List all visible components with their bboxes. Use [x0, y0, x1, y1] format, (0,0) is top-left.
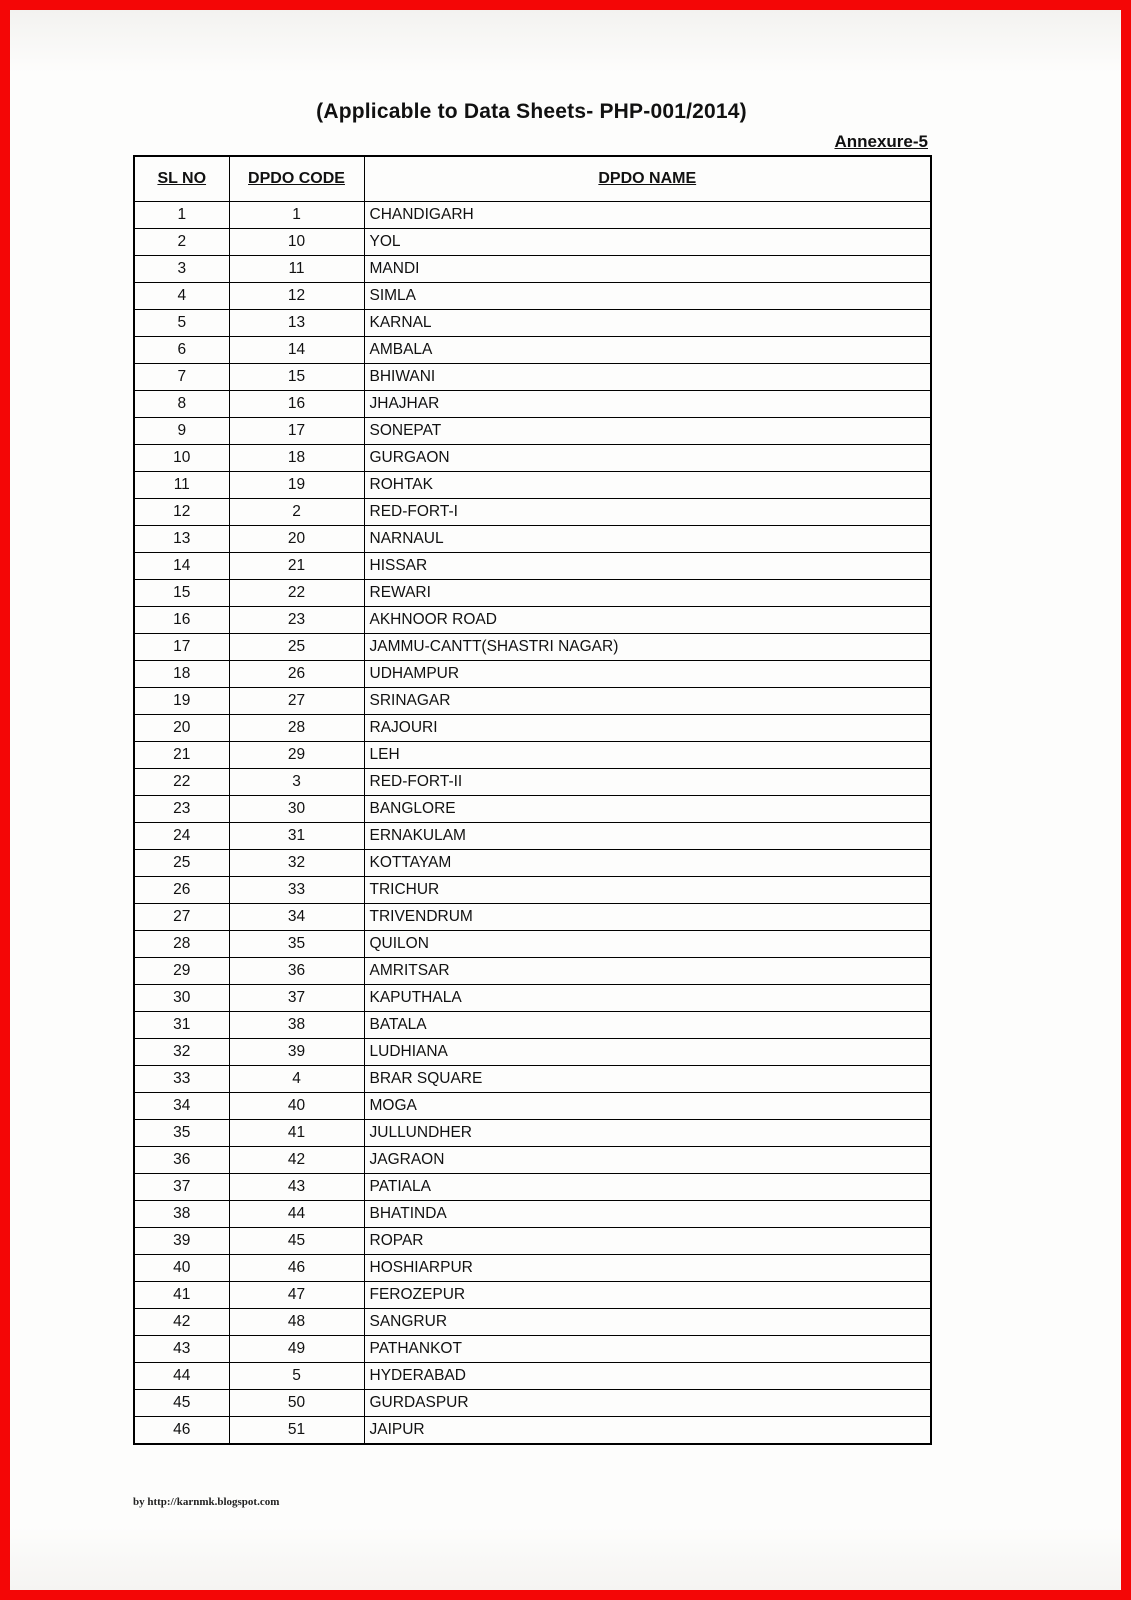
- dpdo-name-cell: UDHAMPUR: [364, 661, 931, 688]
- dpdo-code-cell: 36: [229, 958, 364, 985]
- dpdo-name-cell: JAMMU-CANTT(SHASTRI NAGAR): [364, 634, 931, 661]
- dpdo-code-cell: 12: [229, 283, 364, 310]
- table-row: [134, 256, 931, 283]
- sl-no-cell: 12: [134, 499, 229, 526]
- dpdo-name-cell: KAPUTHALA: [364, 985, 931, 1012]
- sl-no-cell: 32: [134, 1039, 229, 1066]
- dpdo-code-cell: 20: [229, 526, 364, 553]
- sl-no-cell: 25: [134, 850, 229, 877]
- dpdo-code-cell: 51: [229, 1417, 364, 1445]
- dpdo-code-cell: 28: [229, 715, 364, 742]
- dpdo-code-cell: 34: [229, 904, 364, 931]
- table-row: [134, 418, 931, 445]
- table-row: [134, 985, 931, 1012]
- dpdo-code-cell: 35: [229, 931, 364, 958]
- table-row: [134, 661, 931, 688]
- sl-no-cell: 43: [134, 1336, 229, 1363]
- sl-no-cell: 35: [134, 1120, 229, 1147]
- dpdo-code-cell: 5: [229, 1363, 364, 1390]
- table-row: [134, 337, 931, 364]
- dpdo-name-cell: ROHTAK: [364, 472, 931, 499]
- sl-no-cell: 6: [134, 337, 229, 364]
- sl-no-cell: 20: [134, 715, 229, 742]
- dpdo-code-cell: 31: [229, 823, 364, 850]
- sl-no-cell: 16: [134, 607, 229, 634]
- dpdo-code-cell: 14: [229, 337, 364, 364]
- table-row: [134, 229, 931, 256]
- table-row: [134, 1174, 931, 1201]
- table-row: [134, 364, 931, 391]
- dpdo-code-cell: 19: [229, 472, 364, 499]
- sl-no-cell: 15: [134, 580, 229, 607]
- dpdo-code-cell: 1: [229, 202, 364, 229]
- dpdo-name-cell: JAIPUR: [364, 1417, 931, 1445]
- sl-no-cell: 46: [134, 1417, 229, 1445]
- dpdo-code-cell: 43: [229, 1174, 364, 1201]
- table-row: [134, 607, 931, 634]
- dpdo-name-cell: QUILON: [364, 931, 931, 958]
- table-row: [134, 1309, 931, 1336]
- dpdo-name-cell: HOSHIARPUR: [364, 1255, 931, 1282]
- dpdo-code-cell: 16: [229, 391, 364, 418]
- dpdo-name-cell: TRIVENDRUM: [364, 904, 931, 931]
- dpdo-code-cell: 42: [229, 1147, 364, 1174]
- sl-no-cell: 34: [134, 1093, 229, 1120]
- dpdo-code-cell: 18: [229, 445, 364, 472]
- dpdo-name-cell: GURGAON: [364, 445, 931, 472]
- sl-no-cell: 45: [134, 1390, 229, 1417]
- dpdo-code-cell: 21: [229, 553, 364, 580]
- dpdo-code-cell: 23: [229, 607, 364, 634]
- table-row: [134, 823, 931, 850]
- sl-no-cell: 14: [134, 553, 229, 580]
- table-row: [134, 1255, 931, 1282]
- sl-no-cell: 33: [134, 1066, 229, 1093]
- dpdo-name-cell: BRAR SQUARE: [364, 1066, 931, 1093]
- table-row: [134, 1390, 931, 1417]
- table-row: [134, 850, 931, 877]
- dpdo-code-cell: 25: [229, 634, 364, 661]
- sl-no-cell: 29: [134, 958, 229, 985]
- table-row: [134, 499, 931, 526]
- dpdo-name-cell: YOL: [364, 229, 931, 256]
- table-row: [134, 715, 931, 742]
- dpdo-code-cell: 44: [229, 1201, 364, 1228]
- table-row: [134, 472, 931, 499]
- dpdo-name-cell: REWARI: [364, 580, 931, 607]
- table-row: [134, 283, 931, 310]
- sl-no-cell: 10: [134, 445, 229, 472]
- sl-no-cell: 7: [134, 364, 229, 391]
- table-row: [134, 904, 931, 931]
- dpdo-code-cell: 30: [229, 796, 364, 823]
- dpdo-name-cell: ERNAKULAM: [364, 823, 931, 850]
- table-row: [134, 742, 931, 769]
- sl-no-cell: 23: [134, 796, 229, 823]
- table-row: [134, 1363, 931, 1390]
- sl-no-cell: 40: [134, 1255, 229, 1282]
- table-row: [134, 391, 931, 418]
- dpdo-code-cell: 40: [229, 1093, 364, 1120]
- dpdo-code-cell: 11: [229, 256, 364, 283]
- dpdo-code-cell: 45: [229, 1228, 364, 1255]
- dpdo-code-cell: 46: [229, 1255, 364, 1282]
- sl-no-cell: 17: [134, 634, 229, 661]
- dpdo-code-cell: 13: [229, 310, 364, 337]
- dpdo-name-cell: HISSAR: [364, 553, 931, 580]
- table-row: [134, 688, 931, 715]
- dpdo-name-cell: SIMLA: [364, 283, 931, 310]
- sl-no-cell: 18: [134, 661, 229, 688]
- dpdo-code-cell: 49: [229, 1336, 364, 1363]
- dpdo-name-cell: MANDI: [364, 256, 931, 283]
- sl-no-cell: 27: [134, 904, 229, 931]
- table-row: [134, 1066, 931, 1093]
- dpdo-name-cell: AMBALA: [364, 337, 931, 364]
- sl-no-cell: 30: [134, 985, 229, 1012]
- dpdo-name-cell: BANGLORE: [364, 796, 931, 823]
- dpdo-name-cell: AKHNOOR ROAD: [364, 607, 931, 634]
- dpdo-code-cell: 17: [229, 418, 364, 445]
- dpdo-name-cell: RAJOURI: [364, 715, 931, 742]
- sl-no-cell: 26: [134, 877, 229, 904]
- table-row: [134, 1228, 931, 1255]
- dpdo-name-cell: FEROZEPUR: [364, 1282, 931, 1309]
- header-row: [134, 156, 931, 202]
- footer-credit: by http://karnmk.blogspot.com: [133, 1496, 280, 1508]
- sl-no-cell: 44: [134, 1363, 229, 1390]
- dpdo-name-cell: SONEPAT: [364, 418, 931, 445]
- dpdo-name-cell: RED-FORT-I: [364, 499, 931, 526]
- dpdo-code-cell: 38: [229, 1012, 364, 1039]
- sl-no-cell: 21: [134, 742, 229, 769]
- dpdo-name-cell: BATALA: [364, 1012, 931, 1039]
- dpdo-code-cell: 27: [229, 688, 364, 715]
- annexure-label: Annexure-5: [834, 132, 928, 151]
- dpdo-name-cell: CHANDIGARH: [364, 202, 931, 229]
- dpdo-code-cell: 37: [229, 985, 364, 1012]
- table-row: [134, 310, 931, 337]
- dpdo-name-cell: GURDASPUR: [364, 1390, 931, 1417]
- table-row: [134, 877, 931, 904]
- table-row: [134, 553, 931, 580]
- dpdo-name-cell: ROPAR: [364, 1228, 931, 1255]
- sl-no-cell: 9: [134, 418, 229, 445]
- column-header-dpdo-code-cell: DPDO CODE: [229, 156, 364, 202]
- dpdo-code-cell: 33: [229, 877, 364, 904]
- table-row: [134, 796, 931, 823]
- table-row: [134, 1093, 931, 1120]
- sl-no-cell: 41: [134, 1282, 229, 1309]
- sl-no-cell: 38: [134, 1201, 229, 1228]
- table-header-row: [134, 156, 931, 202]
- table-row: [134, 1012, 931, 1039]
- dpdo-code-cell: 47: [229, 1282, 364, 1309]
- dpdo-name-cell: TRICHUR: [364, 877, 931, 904]
- dpdo-name-cell: LUDHIANA: [364, 1039, 931, 1066]
- dpdo-name-cell: BHIWANI: [364, 364, 931, 391]
- dpdo-code-cell: 3: [229, 769, 364, 796]
- table-row: [134, 580, 931, 607]
- dpdo-code-cell: 26: [229, 661, 364, 688]
- dpdo-code-cell: 29: [229, 742, 364, 769]
- dpdo-name-cell: HYDERABAD: [364, 1363, 931, 1390]
- sl-no-cell: 3: [134, 256, 229, 283]
- table-row: [134, 958, 931, 985]
- sl-no-cell: 36: [134, 1147, 229, 1174]
- dpdo-name-cell: JHAJHAR: [364, 391, 931, 418]
- table-row: [134, 1282, 931, 1309]
- dpdo-name-cell: MOGA: [364, 1093, 931, 1120]
- dpdo-code-cell: 32: [229, 850, 364, 877]
- table-row: [134, 202, 931, 229]
- document-content: [133, 10, 930, 1445]
- dpdo-code-cell: 4: [229, 1066, 364, 1093]
- table-row: [134, 1201, 931, 1228]
- dpdo-name-cell: BHATINDA: [364, 1201, 931, 1228]
- dpdo-name-cell: KARNAL: [364, 310, 931, 337]
- dpdo-name-cell: LEH: [364, 742, 931, 769]
- document-page: [10, 10, 1121, 1590]
- page-title: (Applicable to Data Sheets- PHP-001/2014): [316, 100, 747, 123]
- dpdo-code-cell: 48: [229, 1309, 364, 1336]
- dpdo-table: [133, 155, 932, 1445]
- dpdo-code-cell: 50: [229, 1390, 364, 1417]
- column-header-sl-no-cell: SL NO: [134, 156, 229, 202]
- sl-no-cell: 1: [134, 202, 229, 229]
- column-header-dpdo-name-cell: DPDO NAME: [364, 156, 931, 202]
- dpdo-code-cell: 2: [229, 499, 364, 526]
- table-row: [134, 1039, 931, 1066]
- sl-no-cell: 8: [134, 391, 229, 418]
- sl-no-cell: 42: [134, 1309, 229, 1336]
- dpdo-name-cell: PATHANKOT: [364, 1336, 931, 1363]
- sl-no-cell: 31: [134, 1012, 229, 1039]
- dpdo-name-cell: SANGRUR: [364, 1309, 931, 1336]
- sl-no-cell: 28: [134, 931, 229, 958]
- sl-no-cell: 39: [134, 1228, 229, 1255]
- sl-no-cell: 22: [134, 769, 229, 796]
- dpdo-code-cell: 39: [229, 1039, 364, 1066]
- sl-no-cell: 37: [134, 1174, 229, 1201]
- dpdo-name-cell: NARNAUL: [364, 526, 931, 553]
- sl-no-cell: 13: [134, 526, 229, 553]
- table-row: [134, 769, 931, 796]
- dpdo-name-cell: KOTTAYAM: [364, 850, 931, 877]
- dpdo-code-cell: 15: [229, 364, 364, 391]
- dpdo-name-cell: JAGRAON: [364, 1147, 931, 1174]
- sl-no-cell: 19: [134, 688, 229, 715]
- sl-no-cell: 24: [134, 823, 229, 850]
- dpdo-name-cell: AMRITSAR: [364, 958, 931, 985]
- sl-no-cell: 11: [134, 472, 229, 499]
- dpdo-code-cell: 22: [229, 580, 364, 607]
- table-row: [134, 1336, 931, 1363]
- sl-no-cell: 2: [134, 229, 229, 256]
- dpdo-name-cell: PATIALA: [364, 1174, 931, 1201]
- dpdo-name-cell: JULLUNDHER: [364, 1120, 931, 1147]
- dpdo-code-cell: 41: [229, 1120, 364, 1147]
- table-row: [134, 1120, 931, 1147]
- dpdo-name-cell: RED-FORT-II: [364, 769, 931, 796]
- dpdo-code-cell: 10: [229, 229, 364, 256]
- table-row: [134, 1417, 931, 1445]
- table-row: [134, 634, 931, 661]
- table-body: [134, 202, 931, 1445]
- table-row: [134, 526, 931, 553]
- table-row: [134, 931, 931, 958]
- sl-no-cell: 5: [134, 310, 229, 337]
- sl-no-cell: 4: [134, 283, 229, 310]
- dpdo-name-cell: SRINAGAR: [364, 688, 931, 715]
- table-row: [134, 445, 931, 472]
- table-row: [134, 1147, 931, 1174]
